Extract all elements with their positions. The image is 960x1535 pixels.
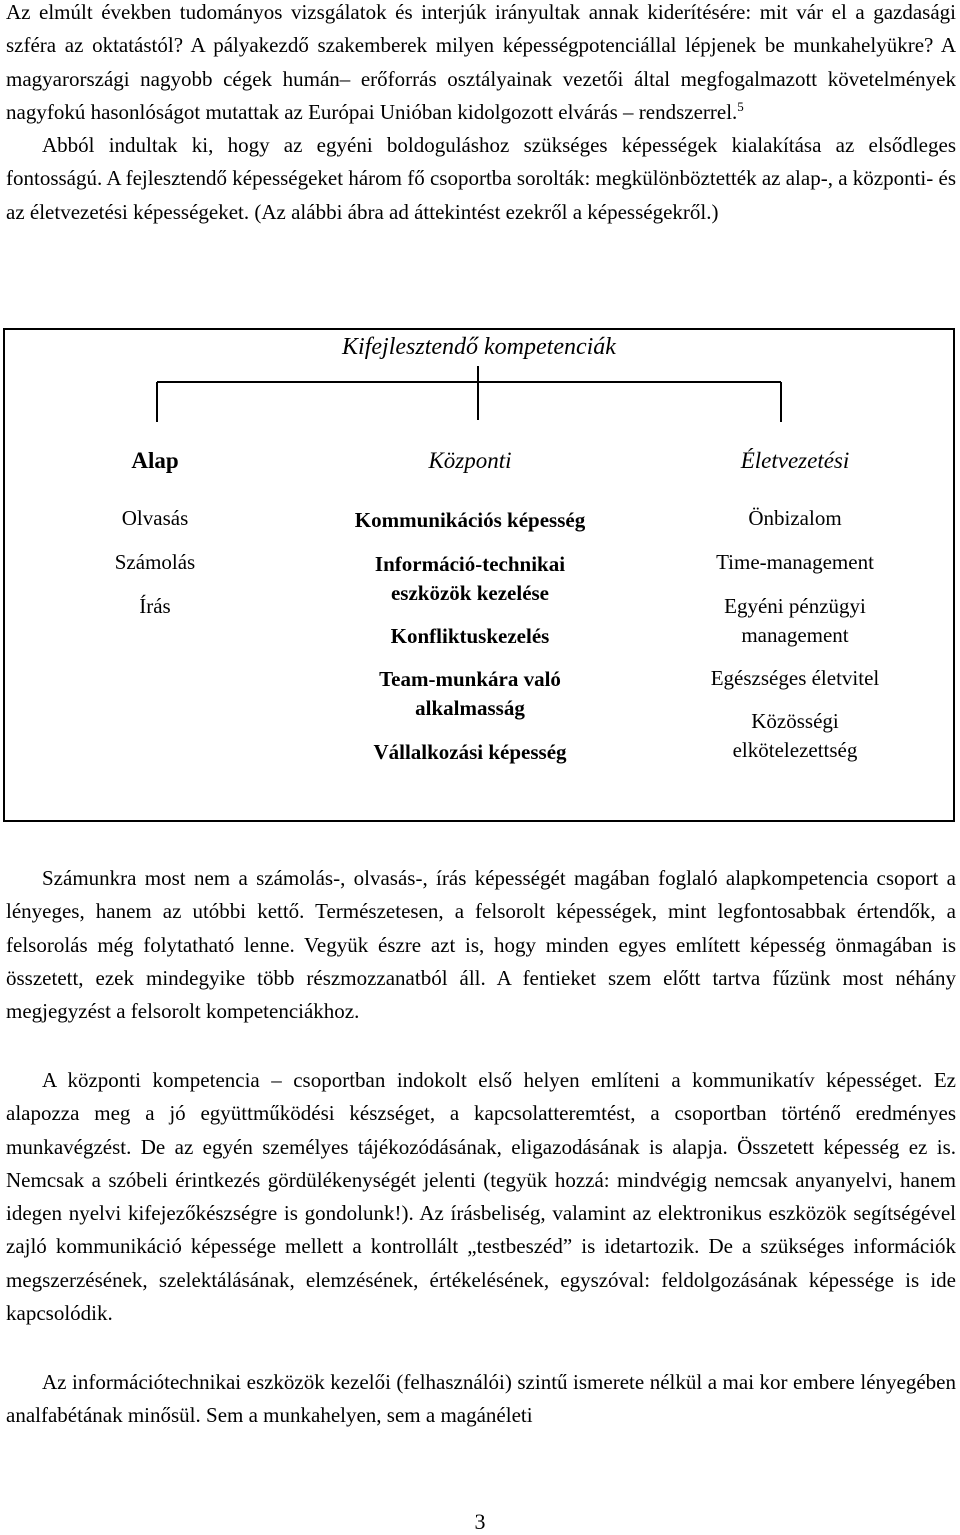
body-paragraph: A központi kompetencia – csoportban indokolt első helyen említeni a kommunikatív képességet. Ez alapozza meg a jó együttműködési készséget, a kapcsolatteremtést, a csoportban történő eredményes munkavégzést. De az egyén személyes tájékozódásának, eligazodásának is alapja. Összetett képesség ez is. Nemcsak a szóbeli érintkezés gördülékenységét jelenti (tegyük hozzá: mindvégig nemcsak anyanyelvi, hanem idegen nyelvi kifejezőkészségre is gondolunk!). Az írásbeliség, valamint az elektronikus eszközök segítségével zajló kommunikáció képessége mellett a kontrollált „testbeszéd” is idetartozik. De a szükséges információk megszerzésének, szelektálásának, elemzésének, értékelésének, egyszóval: feldolgozásának képessége is ide kapcsolódik. [6, 1068, 956, 1326]
intro-text-b: Abból indultak ki, hogy az egyéni boldoguláshoz szükséges képességek kialakítása az elsődleges fontosságú. A fejlesztendő képességeket három fő csoportba sorolták: megkülönböztették az alap-, a központi- és az életvezetési képességeket. (Az alábbi ábra ad áttekintést ezekről a képességekről.) [6, 133, 956, 224]
competency-item: eszközök kezelése [390, 581, 550, 605]
footnote-ref: 5 [737, 98, 744, 114]
competency-item: Olvasás [121, 506, 189, 530]
competency-item: elkötelezettség [732, 738, 858, 762]
competency-item: Közösségi [751, 709, 839, 733]
competency-item: management [741, 623, 849, 647]
competency-item: Számolás [114, 550, 196, 574]
column-heading-alap: Alap [131, 448, 179, 473]
competency-item: Egyéni pénzügyi [724, 594, 866, 618]
competency-item: Információ-technikai [374, 552, 566, 576]
diagram-title: Kifejlesztendő kompetenciák [342, 334, 616, 360]
competency-item: alkalmasság [415, 696, 525, 720]
competency-item: Vállalkozási képesség [373, 740, 567, 764]
diagram-connector-lines [5, 330, 953, 450]
competency-item: Önbizalom [748, 506, 842, 530]
intro-paragraph [6, 0, 956, 229]
column-heading-eletvezetesi: Életvezetési [740, 448, 850, 473]
competency-item: Time-management [716, 550, 874, 574]
competency-diagram [3, 328, 955, 822]
competency-item: Kommunikációs képesség [354, 508, 586, 532]
competency-item: Egészséges életvitel [710, 666, 880, 690]
page-number: 3 [474, 1509, 486, 1534]
competency-item: Team-munkára való [379, 667, 561, 691]
column-heading-kozponti: Központi [428, 448, 512, 473]
body-paragraph: Számunkra most nem a számolás-, olvasás-, írás képességét magában foglaló alapkompetencia csoport a lényeges, hanem az utóbbi kettő. Természetesen, a felsorolt képességek, mint legfontosabbak értendők, a felsorolás még folytatható lenne. Vegyük észre azt is, hogy minden egyes említett képesség önmagában is összetett, ezek mindegyike több részmozzanatból áll. A fentieket szem előtt tartva fűzünk most néhány megjegyzést a felsorolt kompetenciákhoz. [6, 866, 956, 1024]
intro-text-a: Az elmúlt években tudományos vizsgálatok és interjúk irányultak annak kiderítésére: mit vár el a gazdasági szféra az oktatástól? A pályakezdő szakemberek milyen képességpotenciállal lépjenek be munkahelyükre? A magyarországi nagyobb cégek humán– erőforrás osztályainak vezetői által megfogalmazott követelmények nagyfokú hasonlóságot mutattak az Európai Unióban kidolgozott elvárás – rendszerrel. [6, 0, 956, 124]
body-paragraph: Az információtechnikai eszközök kezelői (felhasználói) szintű ismerete nélkül a mai kor embere lényegében analfabétának minősül. Sem a munkahelyen, sem a magánéleti [6, 1370, 956, 1428]
competency-item: Írás [139, 594, 171, 618]
competency-item: Konfliktuskezelés [390, 624, 550, 648]
